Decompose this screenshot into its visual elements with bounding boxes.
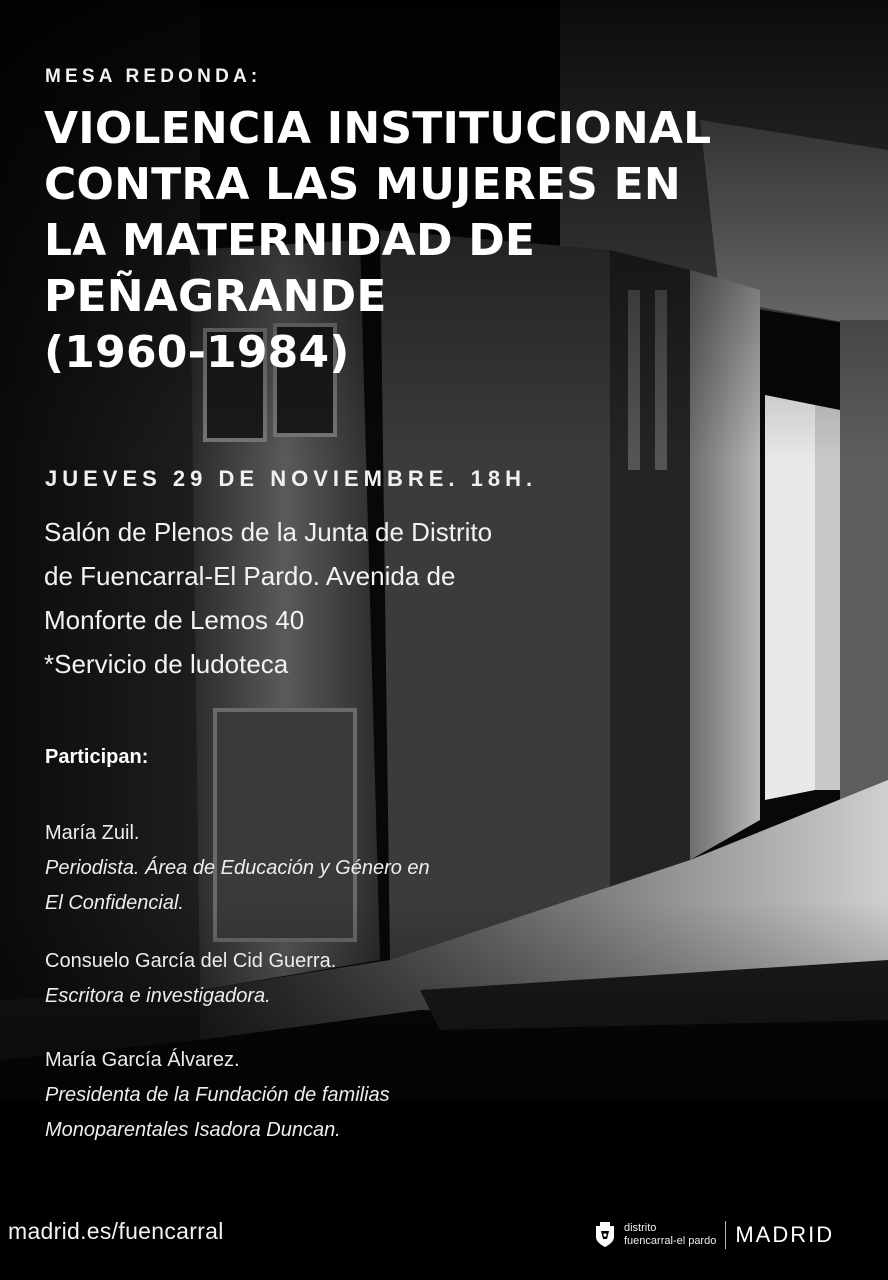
participant-name: Consuelo García del Cid Guerra. bbox=[45, 950, 337, 972]
venue-line: de Fuencarral-El Pardo. Avenida de bbox=[44, 561, 456, 591]
participant-name: María Zuil. bbox=[45, 822, 140, 844]
participant-role: El Confidencial. bbox=[45, 892, 184, 914]
participant-consuelo-garcia bbox=[45, 944, 336, 1014]
event-kicker: MESA REDONDA: bbox=[45, 66, 262, 87]
city-name: MADRID bbox=[735, 1222, 835, 1247]
participant-maria-garcia bbox=[45, 1043, 390, 1148]
title-line: PEÑAGRANDE bbox=[44, 271, 387, 322]
venue-line: Monforte de Lemos 40 bbox=[44, 605, 305, 635]
district-line: fuencarral-el pardo bbox=[624, 1235, 717, 1247]
event-venue bbox=[44, 510, 492, 686]
footer-url: madrid.es/fuencarral bbox=[8, 1218, 224, 1244]
participant-role: Escritora e investigadora. bbox=[45, 985, 271, 1007]
district-line: distrito bbox=[624, 1222, 657, 1234]
logo-divider bbox=[725, 1221, 726, 1249]
participant-role: Presidenta de la Fundación de familias bbox=[45, 1084, 390, 1106]
district-name bbox=[624, 1222, 716, 1248]
venue-line: Salón de Plenos de la Junta de Distrito bbox=[44, 517, 493, 547]
title-line: VIOLENCIA INSTITUCIONAL bbox=[44, 103, 712, 154]
venue-note: *Servicio de ludoteca bbox=[44, 649, 289, 679]
madrid-district-logo bbox=[594, 1220, 834, 1250]
title-line: CONTRA LAS MUJERES EN bbox=[44, 159, 681, 210]
participants-heading: Participan: bbox=[45, 746, 149, 768]
participant-name: María García Álvarez. bbox=[45, 1049, 240, 1071]
participant-maria-zuil bbox=[45, 816, 430, 921]
title-line: (1960-1984) bbox=[44, 327, 350, 378]
participant-role: Periodista. Área de Educación y Género en bbox=[45, 857, 430, 879]
event-title bbox=[44, 101, 844, 381]
madrid-coat-of-arms-icon bbox=[594, 1222, 616, 1248]
title-line: LA MATERNIDAD DE bbox=[44, 215, 536, 266]
event-date: JUEVES 29 DE NOVIEMBRE. 18H. bbox=[45, 466, 538, 491]
participant-role: Monoparentales Isadora Duncan. bbox=[45, 1119, 341, 1141]
